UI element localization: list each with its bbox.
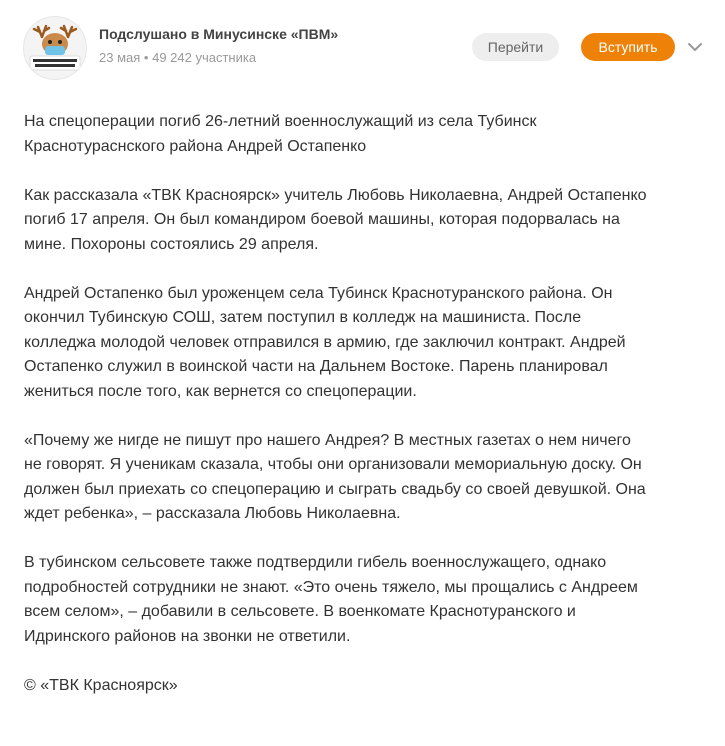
group-logo-deer-icon [24, 17, 86, 79]
post-paragraph: На спецоперации погиб 26-летний военнослужащий из села Тубинск Краснотураснского района Андрей Остапенко [24, 113, 537, 155]
meta-separator: • [143, 50, 149, 65]
post-paragraph: Как рассказала «ТВК Красноярск» учитель Любовь Николаевна, Андрей Остапенко погиб 17 апреля. Он был командиром боевой машины, которая подорвалась на мине. Похороны состоялись 29 апреля. [24, 186, 647, 253]
post-paragraph: В тубинском сельсовете также подтвердили гибель военнослужащего, однако подробностей сотрудники не знают. «Это очень тяжело, мы прощались с Андреем всем селом», – добавили в сельсовете. В военкомате Краснотуранского и Идринского районов на звонки не ответили. [24, 554, 638, 645]
post-paragraph: «Почему же нигде не пишут про нашего Андрея? В местных газетах о нем ничего не говорят. Я ученикам сказала, чтобы они организовали мемориальную доску. Он должен был приехать со спецоперацию и сыграть свадьбу со своей девушкой. Она ждет ребенка», – рассказала Любовь Николаевна. [24, 431, 646, 522]
group-avatar[interactable] [23, 16, 87, 80]
post-source: © «ТВК Красноярск» [24, 676, 178, 694]
post-header [0, 0, 725, 95]
join-group-button[interactable]: Вступить [581, 33, 675, 61]
group-meta [99, 50, 256, 65]
post-paragraph: Андрей Остапенко был уроженцем села Тубинск Краснотуранского района. Он окончил Тубинскую СОШ, затем поступил в колледж на машиниста. После колледжа молодой человек отправился в армию, где заключил контракт. Андрей Остапенко служил в воинской части на Дальнем Востоке. Парень планировал жениться после того, как вернется со спецоперации. [24, 284, 626, 400]
post-body [24, 110, 714, 698]
member-count: 49 242 участника [152, 50, 257, 65]
group-name[interactable]: Подслушано в Минусинске «ПВМ» [99, 26, 339, 42]
chevron-down-icon[interactable] [683, 35, 707, 59]
post-date: 23 мая [99, 50, 141, 65]
go-to-group-button[interactable]: Перейти [472, 33, 559, 61]
